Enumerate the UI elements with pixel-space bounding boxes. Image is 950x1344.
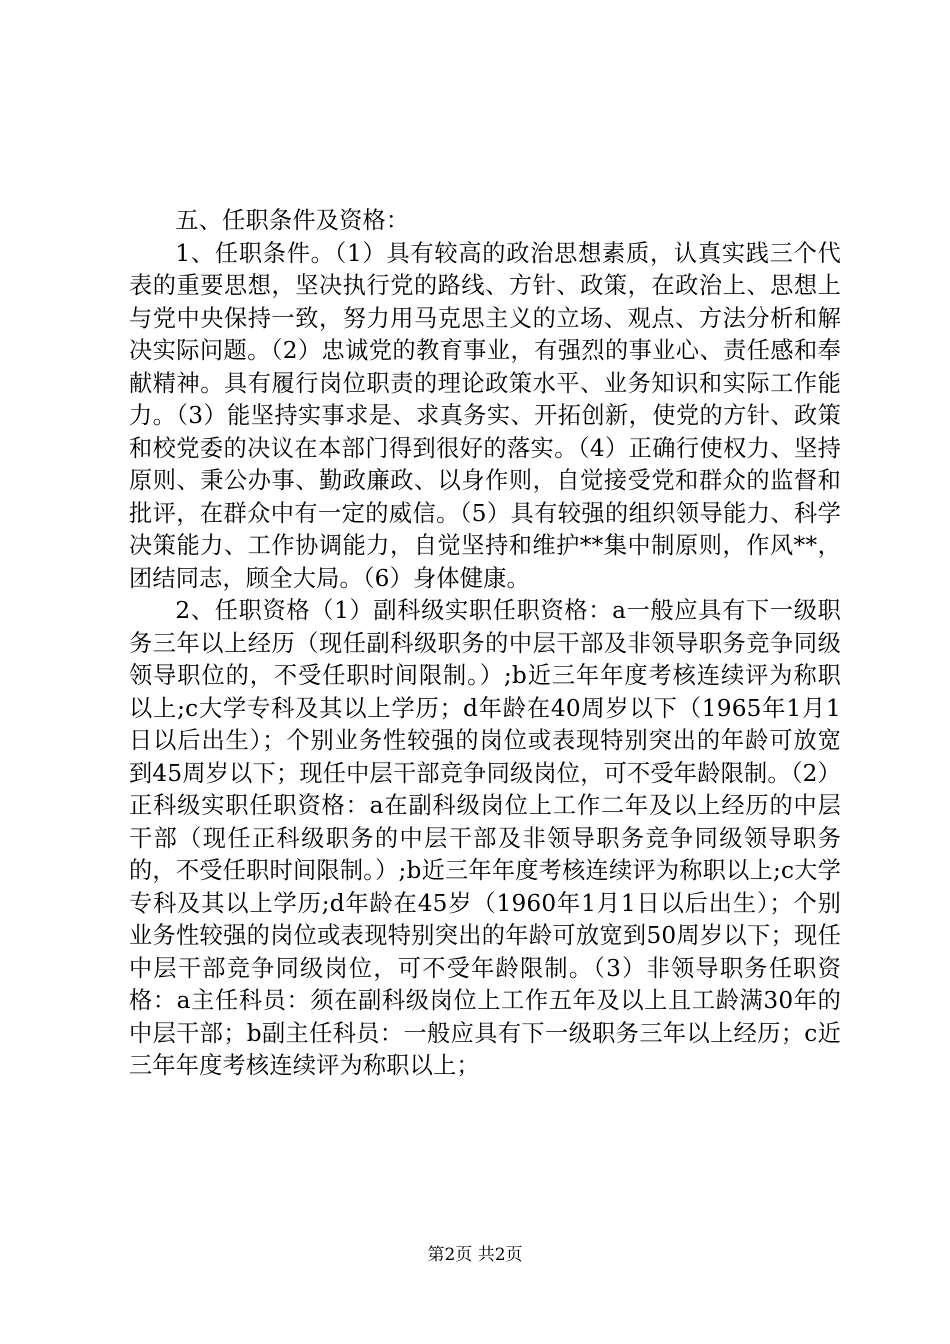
page-footer: 第2页 共2页 (427, 1245, 523, 1265)
paragraph-eligibility: 2、任职资格（1）副科级实职任职资格：a一般应具有下一级职务三年以上经历（现任副科级职务的中层干部及非领导职务竞争同级领导职位的，不受任职时间限制。）;b近三年年度考核连续评为称职以上;c大学专科及其以上学历；d年龄在40周岁以下（1965年1月1日以后出生）；个别业务性较强的岗位或表现特别突出的年龄可放宽到45周岁以下；现任中层干部竞争同级岗位，可不受年龄限制。（2）正科级实职任职资格：a在副科级岗位上工作二年及以上经历的中层干部（现任正科级职务的中层干部及非领导职务竞争同级领导职务的，不受任职时间限制。）;b近三年年度考核连续评为称职以上;c大学专科及其以上学历;d年龄在45岁（1960年1月1日以后出生）；个别业务性较强的岗位或表现特别突出的年龄可放宽到50周岁以下；现任中层干部竞争同级岗位，可不受年龄限制。（3）非领导职务任职资格：a主任科员：须在副科级岗位上工作五年及以上且工龄满30年的中层干部；b副主任科员：一般应具有下一级职务三年以上经历；c近三年年度考核连续评为称职以上； (129, 597, 841, 1079)
document-body (129, 205, 841, 1083)
section-heading: 五、任职条件及资格： (175, 207, 410, 234)
paragraph-qualifications: 1、任职条件。（1）具有较高的政治思想素质，认真实践三个代表的重要思想，坚决执行党的路线、方针、政策，在政治上、思想上与党中央保持一致，努力用马克思主义的立场、观点、方法分析和解决实际问题。（2）忠诚党的教育事业，有强烈的事业心、责任感和奉献精神。具有履行岗位职责的理论政策水平、业务知识和实际工作能力。（3）能坚持实事求是、求真务实、开拓创新，使党的方针、政策和校党委的决议在本部门得到很好的落实。（4）正确行使权力、坚持原则、秉公办事、勤政廉政、以身作则，自觉接受党和群众的监督和批评，在群众中有一定的威信。（5）具有较强的组织领导能力、科学决策能力、工作协调能力，自觉坚持和维护**集中制原则，作风**，团结同志，顾全大局。（6）身体健康。 (129, 239, 841, 592)
